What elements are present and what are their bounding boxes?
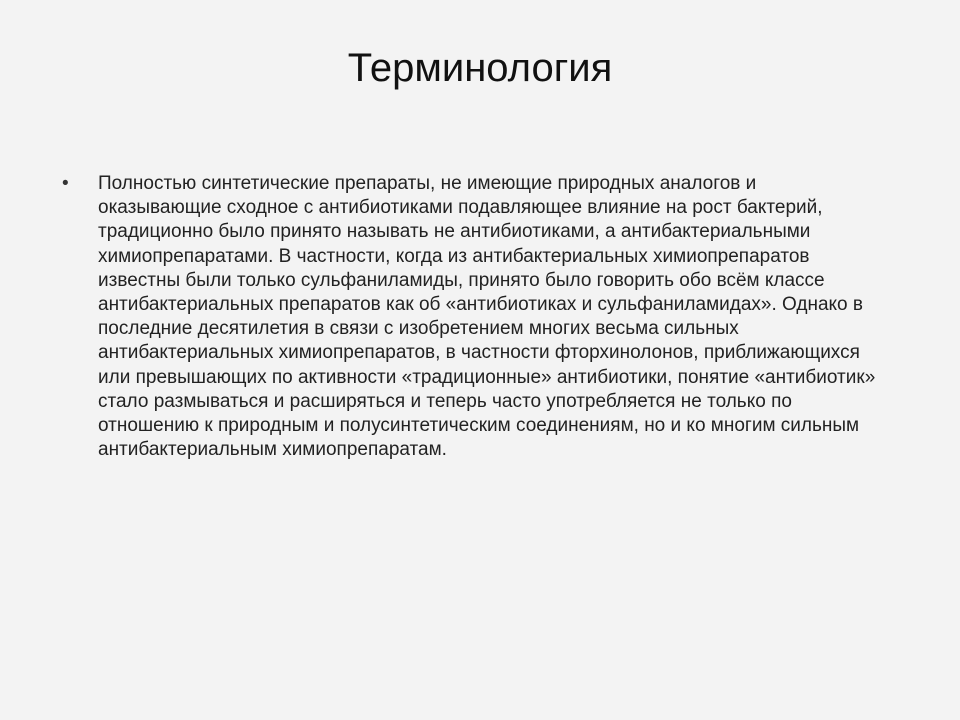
- bullet-marker: •: [62, 173, 69, 194]
- slide-title: Терминология: [347, 46, 613, 90]
- bullet-list: [62, 172, 882, 462]
- bullet-item: [62, 172, 882, 462]
- bullet-text: Полностью синтетические препараты, не имеющие природных аналогов и оказывающие сходное с антибиотиками подавляющее влияние на рост бактерий, традиционно было принято называть не антибиотиками, а антибактериальными химиопрепаратами. В частности, когда из антибактериальных химиопрепаратов известны были только сульфаниламиды, принято было говорить обо всём классе антибактериальных препаратов как об «антибиотиках и сульфаниламидах». Однако в последние десятилетия в связи с изобретением многих весьма сильных антибактериальных химиопрепаратов, в частности фторхинолонов, приближающихся или превышающих по активности «традиционные» антибиотики, понятие «антибиотик» стало размываться и расширяться и теперь часто употребляется не только по отношению к природным и полусинтетическим соединениям, но и ко многим сильным антибактериальным химиопрепаратам.: [98, 173, 876, 461]
